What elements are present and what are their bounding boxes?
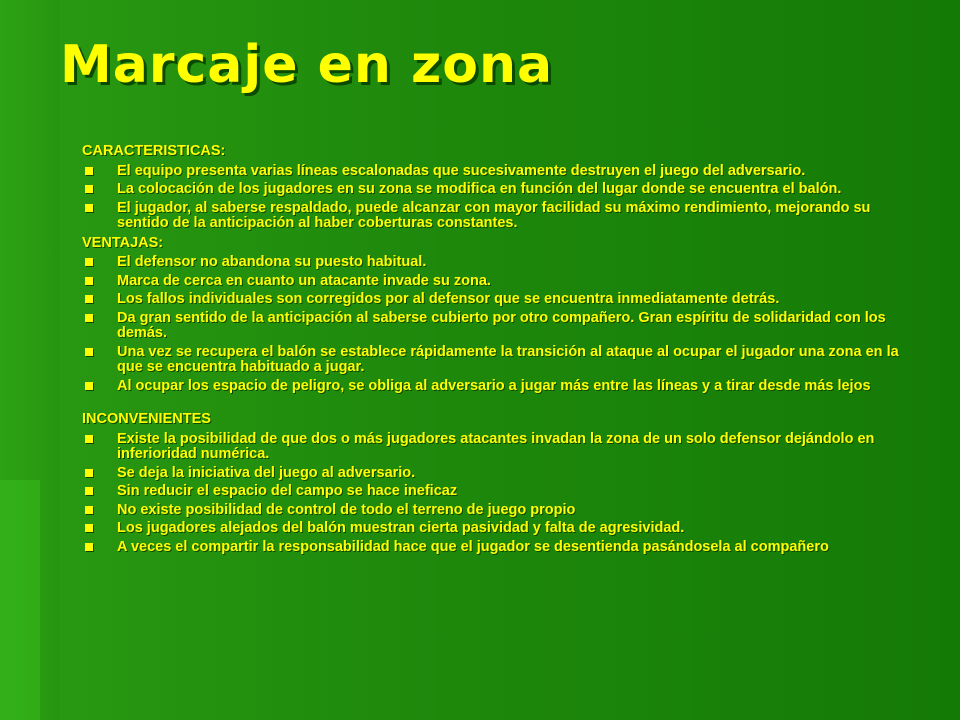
list-item-text: Una vez se recupera el balón se establece rápidamente la transición al ataque al ocupar el jugador una zona en la que se encuentra habituado a jugar. bbox=[117, 343, 899, 375]
square-bullet-icon bbox=[85, 348, 93, 356]
square-bullet-icon bbox=[85, 543, 93, 551]
list-item-text: La colocación de los jugadores en su zona se modifica en función del lugar donde se encuentra el balón. bbox=[117, 181, 842, 197]
square-bullet-icon bbox=[85, 167, 93, 175]
section-heading: VENTAJAS: bbox=[82, 234, 164, 251]
list-item bbox=[82, 484, 902, 500]
slide-body bbox=[82, 144, 902, 559]
list-item bbox=[82, 201, 902, 232]
list-item-text: Da gran sentido de la anticipación al saberse cubierto por otro compañero. Gran espíritu de solidaridad con los demás. bbox=[117, 309, 886, 341]
background-accent bbox=[0, 480, 40, 720]
slide-title: Marcaje en zona bbox=[60, 35, 554, 95]
list-item bbox=[82, 311, 902, 342]
list-item bbox=[82, 182, 902, 198]
square-bullet-icon bbox=[85, 314, 93, 322]
square-bullet-icon bbox=[85, 382, 93, 390]
square-bullet-icon bbox=[85, 258, 93, 266]
list-item-text: Marca de cerca en cuanto un atacante invade su zona. bbox=[117, 272, 491, 289]
list-item bbox=[82, 503, 902, 519]
bullet-list bbox=[82, 255, 902, 394]
list-item bbox=[82, 255, 902, 271]
list-item-text: A veces el compartir la responsabilidad hace que el jugador se desentienda pasándosela al compañero bbox=[117, 538, 829, 555]
list-item-text: El jugador, al saberse respaldado, puede alcanzar con mayor facilidad su máximo rendimiento, mejorando su sentido de la anticipación al haber coberturas constantes. bbox=[117, 199, 871, 231]
list-item-text: No existe posibilidad de control de todo el terreno de juego propio bbox=[117, 501, 576, 518]
section-heading: INCONVENIENTES bbox=[82, 411, 211, 427]
list-item bbox=[82, 164, 902, 180]
bullet-list bbox=[82, 432, 902, 556]
list-item-text: Los jugadores alejados del balón muestran cierta pasividad y falta de agresividad. bbox=[117, 520, 685, 536]
square-bullet-icon bbox=[85, 524, 93, 532]
list-item bbox=[82, 345, 902, 376]
list-item-text: Existe la posibilidad de que dos o más jugadores atacantes invadan la zona de un solo defensor dejándolo en inferioridad numérica. bbox=[117, 430, 875, 462]
square-bullet-icon bbox=[85, 295, 93, 303]
list-item bbox=[82, 274, 902, 290]
section-caracteristicas bbox=[82, 144, 902, 232]
section-heading: CARACTERISTICAS: bbox=[82, 143, 226, 159]
square-bullet-icon bbox=[85, 487, 93, 495]
list-item-text: El defensor no abandona su puesto habitual. bbox=[117, 254, 427, 270]
bullet-list bbox=[82, 164, 902, 232]
list-item bbox=[82, 379, 902, 395]
section-inconvenientes bbox=[82, 412, 902, 555]
list-item-text: El equipo presenta varias líneas escalonadas que sucesivamente destruyen el juego del adversario. bbox=[117, 162, 806, 179]
list-item bbox=[82, 432, 902, 463]
section-ventajas bbox=[82, 236, 902, 395]
list-item bbox=[82, 521, 902, 537]
square-bullet-icon bbox=[85, 469, 93, 477]
list-item bbox=[82, 466, 902, 482]
list-item bbox=[82, 292, 902, 308]
square-bullet-icon bbox=[85, 277, 93, 285]
square-bullet-icon bbox=[85, 435, 93, 443]
list-item-text: Se deja la iniciativa del juego al adversario. bbox=[117, 464, 416, 481]
square-bullet-icon bbox=[85, 506, 93, 514]
square-bullet-icon bbox=[85, 185, 93, 193]
list-item-text: Al ocupar los espacio de peligro, se obliga al adversario a jugar más entre las líneas y a tirar desde más lejos bbox=[117, 377, 871, 394]
list-item-text: Sin reducir el espacio del campo se hace ineficaz bbox=[117, 483, 458, 499]
square-bullet-icon bbox=[85, 204, 93, 212]
list-item-text: Los fallos individuales son corregidos por al defensor que se encuentra inmediatamente detrás. bbox=[117, 291, 780, 307]
list-item bbox=[82, 540, 902, 556]
